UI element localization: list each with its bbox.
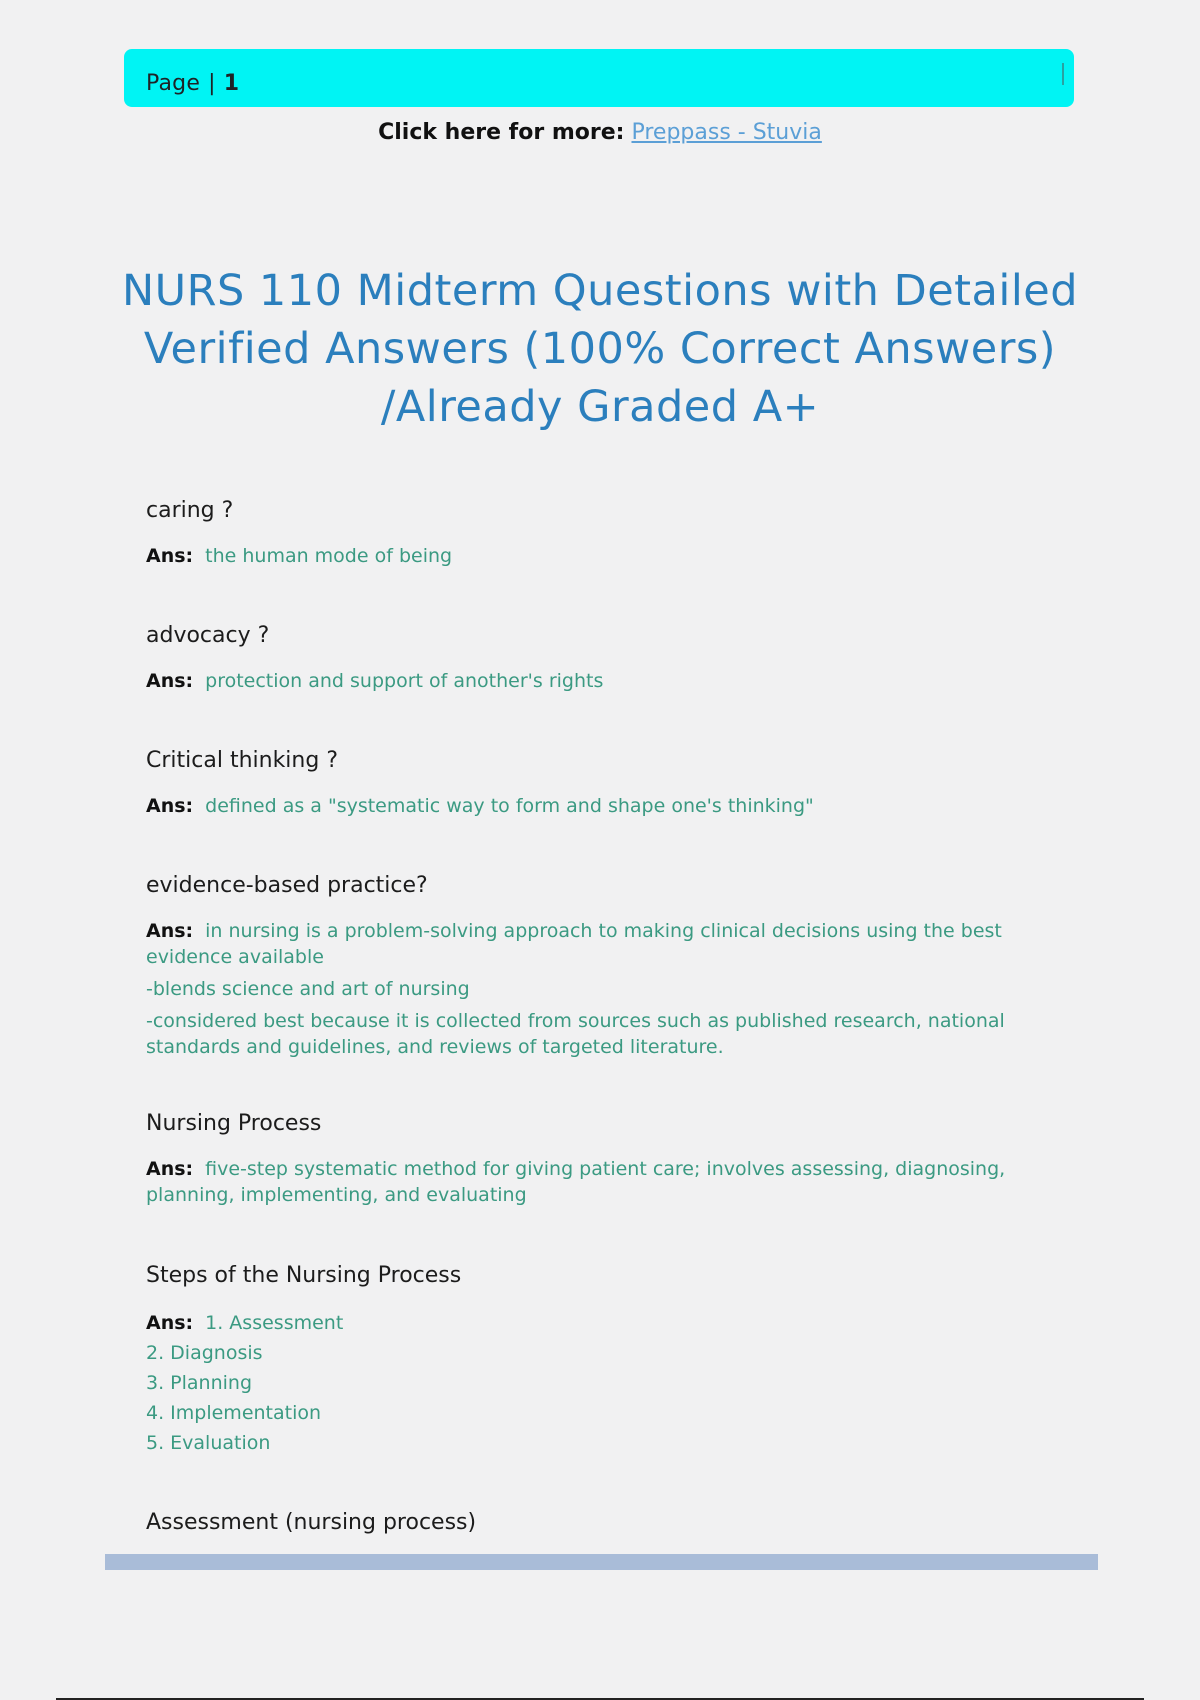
- question-text: caring ?: [146, 498, 234, 523]
- answer-block: [146, 918, 1026, 1060]
- answer-block: [146, 1156, 1026, 1208]
- page-header-bar: [124, 49, 1074, 107]
- question-text: advocacy ?: [146, 623, 270, 648]
- qa-item: [146, 1110, 1026, 1208]
- question-text: Nursing Process: [146, 1111, 322, 1136]
- answer-block: [146, 1308, 1026, 1458]
- more-link-line: [0, 120, 1200, 145]
- text-cursor: [1062, 63, 1064, 85]
- answer-text: protection and support of another's rights: [205, 670, 604, 692]
- answer-block: [146, 793, 1026, 819]
- page-number: 1: [223, 71, 240, 96]
- step-item: 2. Diagnosis: [146, 1342, 263, 1364]
- page-separator: |: [208, 71, 216, 96]
- qa-item: [146, 747, 1026, 819]
- qa-item: [146, 872, 1026, 1060]
- answer-text: defined as a "systematic way to form and shape one's thinking": [205, 795, 814, 817]
- answer-text: 1. Assessment: [205, 1312, 344, 1334]
- answer-extra-line: -considered best because it is collected from sources such as published research, national standards and guidelines, and reviews of targeted literature.: [146, 1010, 1005, 1058]
- qa-item: [146, 622, 1026, 694]
- page-indicator: [146, 71, 239, 96]
- answer-block: [146, 668, 1026, 694]
- document-title: NURS 110 Midterm Questions with Detailed Verified Answers (100% Correct Answers) /Already Graded A+: [121, 266, 1079, 432]
- step-item: 5. Evaluation: [146, 1432, 271, 1454]
- qa-item: [146, 497, 1026, 569]
- question-text: Steps of the Nursing Process: [146, 1263, 462, 1288]
- step-item: 3. Planning: [146, 1372, 253, 1394]
- answer-text: the human mode of being: [205, 545, 453, 567]
- answer-extra-line: -blends science and art of nursing: [146, 978, 470, 1000]
- qa-item: [146, 1509, 1026, 1537]
- question-text: Assessment (nursing process): [146, 1510, 477, 1535]
- qa-item: [146, 1262, 1026, 1458]
- preppass-stuvia-link[interactable]: Preppass - Stuvia: [631, 120, 822, 145]
- step-item: 4. Implementation: [146, 1402, 322, 1424]
- answer-block: [146, 543, 1026, 569]
- answer-label: Ans:: [146, 920, 194, 942]
- answer-text: five-step systematic method for giving patient care; involves assessing, diagnosing, planning, implementing, and evaluating: [146, 1158, 1006, 1206]
- answer-label: Ans:: [146, 670, 194, 692]
- answer-label: Ans:: [146, 1312, 194, 1334]
- answer-label: Ans:: [146, 795, 194, 817]
- page-word: Page: [146, 71, 201, 96]
- answer-label: Ans:: [146, 545, 194, 567]
- answer-label: Ans:: [146, 1158, 194, 1180]
- answer-text: in nursing is a problem-solving approach to making clinical decisions using the best evidence available: [146, 920, 1002, 968]
- question-text: Critical thinking ?: [146, 748, 338, 773]
- page-footer-band: [105, 1554, 1098, 1570]
- question-text: evidence-based practice?: [146, 873, 428, 898]
- more-label: Click here for more:: [378, 120, 625, 145]
